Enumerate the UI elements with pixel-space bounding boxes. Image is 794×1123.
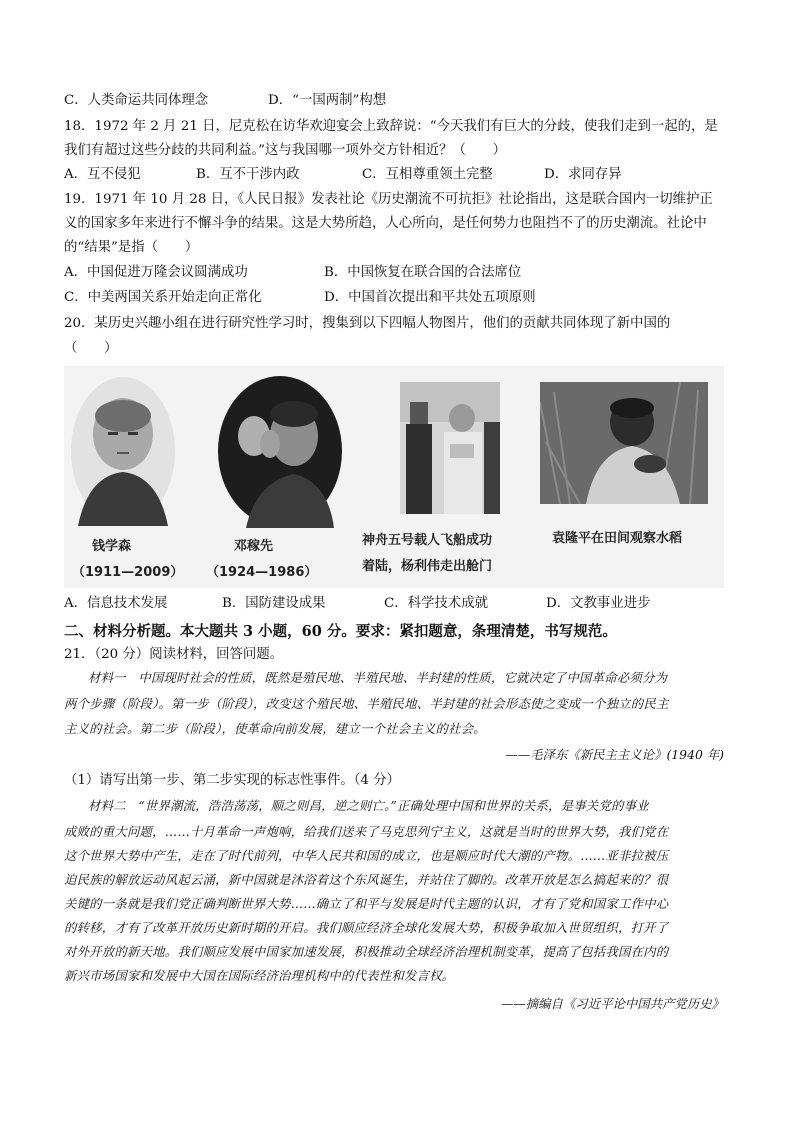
q21-intro: 21．（20 分）阅读材料，回答问题。	[64, 647, 284, 662]
q20-stem-line1: 20．某历史兴趣小组在进行研究性学习时，搜集到以下四幅人物图片，他们的贡献共同体现了新中国的	[64, 316, 671, 331]
q20-option-d: D．文教事业进步	[546, 596, 651, 611]
q17-option-d: D．“一国两制”构想	[268, 93, 387, 108]
portrait-photo-1	[68, 376, 178, 526]
q19-option-b: B．中国恢复在联合国的合法席位	[324, 265, 522, 280]
q20-option-b: B．国防建设成果	[222, 596, 326, 611]
photo2-caption-name: 邓稼先	[234, 539, 274, 554]
photo3-caption-line2: 着陆，杨利伟走出舱门	[362, 559, 493, 574]
q19-stem-line2: 义的国家多年来进行不懈斗争的结果。这是大势所趋，人心所向，是任何势力也阻挡不了的历史潮流。社论中	[64, 216, 707, 231]
q20-option-c: C．科学技术成就	[384, 596, 488, 611]
photo1-caption-years: （1911—2009）	[72, 565, 184, 580]
q17-option-c: C．人类命运共同体理念	[64, 93, 209, 108]
q19-stem-line3: 的“结果”是指（ ）	[64, 240, 199, 255]
q18-option-c: C．互相尊重领土完整	[362, 167, 493, 182]
q18-stem-line1: 18．1972 年 2 月 21 日，尼克松在访华欢迎宴会上致辞说：“今天我们有巨大的分歧，使我们走到一起的，是	[64, 119, 718, 134]
material2-line2: 成败的重大问题，……十月革命一声炮响，给我们送来了马克思列宁主义，这就是当时的世界大势，我们党在	[64, 824, 669, 839]
material2-line5: 关键的一条就是我们党正确判断世界大势……确立了和平与发展是时代主题的认识，才有了党和国家工作中心	[64, 896, 669, 911]
q19-option-c: C．中美两国关系开始走向正常化	[64, 290, 262, 305]
material1-line3: 主义的社会。第二步（阶段），使革命向前发展，建立一个社会主义的社会。	[64, 721, 486, 736]
material2-line3: 这个世界大势中产生，走在了时代前列，中华人民共和国的成立，也是顺应时代大潮的产物。……亚非拉被压	[64, 848, 669, 863]
q18-stem-line2: 我们有超过这些分歧的共同利益。”这与我国哪一项外交方针相近？（ ）	[64, 143, 507, 158]
photo4-caption: 袁隆平在田间观察水稻	[552, 531, 683, 546]
photo1-caption-name: 钱学森	[92, 539, 132, 554]
q19-option-a: A．中国促进万隆会议圆满成功	[64, 265, 248, 280]
field-photo	[540, 382, 708, 504]
q18-option-d: D．求同存异	[544, 167, 622, 182]
material2-line8: 新兴市场国家和发展中大国在国际经济治理机构中的代表性和发言权。	[64, 968, 455, 983]
material1-line2: 两个步骤（阶段）。第一步（阶段），改变这个殖民地、半殖民地、半封建的社会形态使之变成一个独立的民主	[64, 696, 669, 711]
astronaut-photo	[400, 382, 500, 514]
q18-option-b: B．互不干涉内政	[196, 167, 300, 182]
q20-stem-line2: （ ）	[64, 341, 118, 356]
q20-option-a: A．信息技术发展	[64, 596, 168, 611]
portrait-photo-2	[216, 374, 344, 528]
material2-line7: 对外开放的新天地。我们顺应发展中国家加速发展，积极推动全球经济治理机制变革，提高了包括我国在内的	[64, 944, 669, 959]
photo3-caption-line1: 神舟五号载人飞船成功	[362, 533, 493, 548]
photo2-caption-years: （1924—1986）	[206, 565, 318, 580]
q19-option-d: D．中国首次提出和平共处五项原则	[324, 290, 536, 305]
q18-option-a: A．互不侵犯	[64, 167, 141, 182]
material2-source: ——摘编自《习近平论中国共产党历史》	[500, 996, 724, 1011]
material2-line4: 迫民族的解放运动风起云涌，新中国就是沐浴着这个东风诞生，并站住了脚的。改革开放是怎么搞起来的？很	[64, 872, 669, 887]
q19-stem-line1: 19．1971 年 10 月 28 日，《人民日报》发表社论《历史潮流不可抗拒》社论指出，这是联合国内一切维护正	[64, 192, 713, 207]
material1-line1: 材料一 中国现时社会的性质，既然是殖民地、半殖民地、半封建的性质，它就决定了中国革命必须分为	[88, 670, 668, 685]
material1-source: ——毛泽东《新民主主义论》(1940 年)	[505, 747, 724, 762]
material2-line6: 的转移，才有了改革开放历史新时期的开启。我们顺应经济全球化发展大势，积极争取加入世贸组织，打开了	[64, 920, 669, 935]
q21-subquestion-1: （1）请写出第一步、第二步实现的标志性事件。（4 分）	[64, 773, 400, 788]
q20-photo-strip	[64, 366, 724, 588]
material2-line1: 材料二 “世界潮流，浩浩荡荡，顺之则昌，逆之则亡。”正确处理中国和世界的关系，是事关党的事业	[88, 798, 649, 813]
section-heading: 二、材料分析题。本大题共 3 小题，60 分。要求：紧扣题意，条理清楚，书写规范。	[64, 623, 617, 640]
